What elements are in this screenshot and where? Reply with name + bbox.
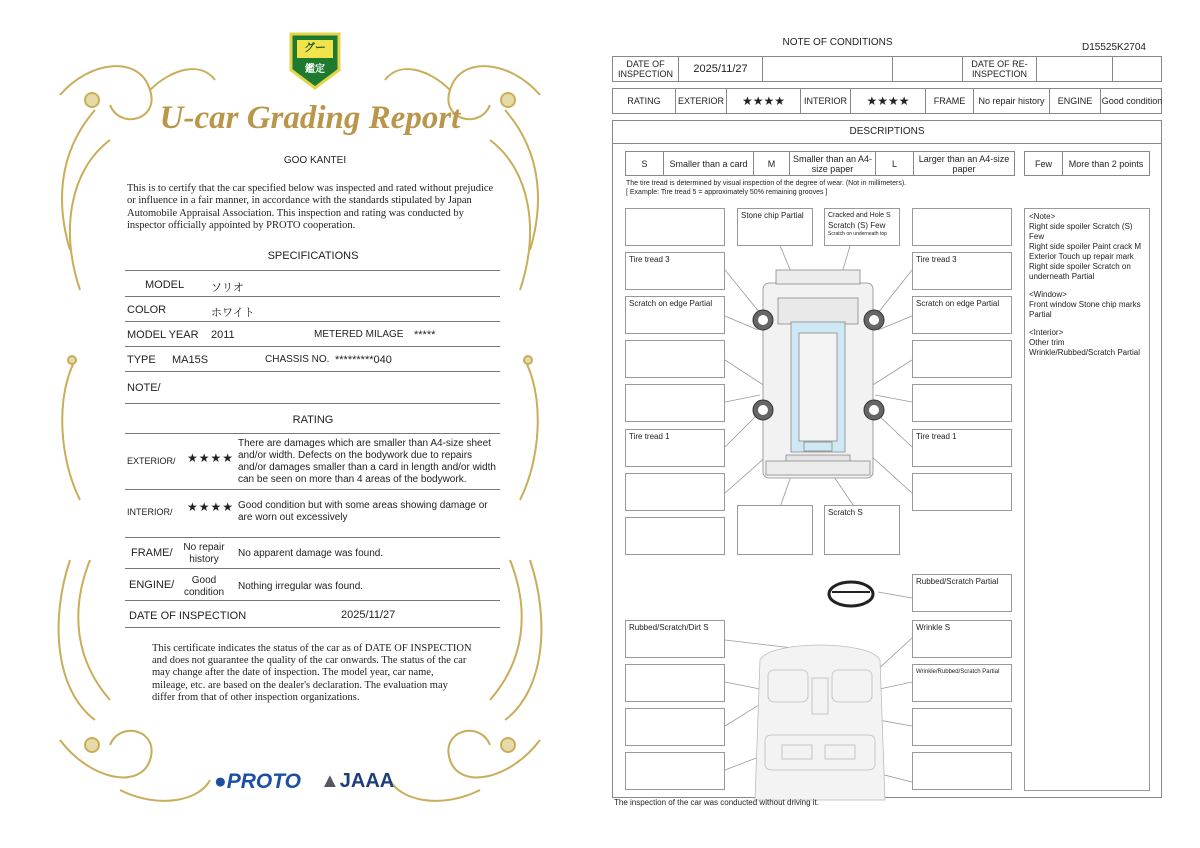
frame-description: No apparent damage was found. [238, 548, 384, 559]
condition-text: Cracked and Hole S [828, 212, 891, 219]
notes-panel [1024, 208, 1150, 791]
divider [125, 371, 500, 372]
type-label: TYPE [127, 354, 156, 366]
mileage-label: METERED MILAGE [314, 329, 404, 340]
color-label: COLOR [127, 304, 167, 316]
condition-text: Tire tread 1 [629, 432, 670, 441]
note-of-conditions-sheet [600, 0, 1200, 848]
condition-text: Tire tread 3 [629, 255, 670, 264]
condition-text: Wrinkle S [916, 623, 951, 632]
condition-box-empty [625, 664, 725, 702]
model-year-value: 2011 [211, 329, 235, 341]
condition-box [912, 620, 1012, 658]
tread-note-1: The tire tread is determined by visual inspection of the degree of wear. (Not in millimeters). [626, 180, 907, 187]
condition-text: Scratch (S) Few [828, 221, 886, 230]
exterior-stars: ★★★★ [187, 451, 235, 465]
legend-text: Smaller than an A4-size paper [790, 152, 876, 175]
condition-box [912, 574, 1012, 612]
report-subtitle: GOO KANTEI [283, 155, 347, 166]
condition-box-empty [625, 708, 725, 746]
condition-box [625, 252, 725, 290]
date-of-inspection-value: 2025/11/27 [341, 609, 396, 621]
condition-box-empty [912, 473, 1012, 511]
condition-text: Scratch on edge Partial [916, 299, 1000, 308]
condition-box-empty [912, 752, 1012, 790]
exterior-description: There are damages which are smaller than A4-size sheet and/or width. Defects on the bodywork due to repairs and/or damages smaller than a card in length and/or width can be seen on more than 4 areas of the bodywork. [238, 438, 496, 485]
car-top-view [763, 270, 873, 478]
divider [125, 346, 500, 347]
divider [125, 537, 500, 538]
rating-label: RATING [613, 89, 676, 113]
condition-box-empty [912, 340, 1012, 378]
certificate-footer: This certificate indicates the status of the car as of DATE OF INSPECTION and does not guarantee the quality of the car onwards. The status of the car may change after the date of inspection. The model year, car name, mileage, etc. are based on the dealer's declaration. The evaluation may differ from that of other inspection organizations. [152, 643, 472, 703]
specifications-heading: SPECIFICATIONS [267, 250, 359, 262]
mileage-value: ***** [414, 329, 436, 341]
divider [125, 321, 500, 322]
condition-box [912, 664, 1012, 702]
condition-box [625, 620, 725, 658]
legend-text: Larger than an A4-size paper [918, 153, 1010, 174]
model-value: ソリオ [211, 282, 244, 294]
model-year-label: MODEL YEAR [127, 329, 199, 341]
interior-stars: ★★★★ [187, 500, 235, 514]
date-of-inspection-value: 2025/11/27 [679, 57, 763, 81]
condition-box [824, 208, 900, 246]
note-line: Right side spoiler Scratch on underneath Partial [1029, 262, 1131, 281]
condition-text: Rubbed/Scratch/Dirt S [629, 623, 709, 632]
legend-code: L [876, 152, 914, 175]
note-line [1029, 282, 1145, 290]
condition-box [737, 208, 813, 246]
condition-box-empty [912, 708, 1012, 746]
condition-box [912, 429, 1012, 467]
condition-subtext: Scratch on underneath top [828, 231, 887, 237]
condition-text: Stone chip Partial [741, 211, 804, 220]
condition-text: Scratch S [828, 508, 863, 517]
divider [125, 600, 500, 601]
engine-description: Nothing irregular was found. [238, 581, 364, 592]
tread-note-2: [ Example: Tire tread 5 = approximately 50% remaining grooves ] [626, 189, 828, 196]
condition-box-empty [912, 208, 1012, 246]
sheet-title: NOTE OF CONDITIONS [782, 37, 893, 48]
legend-code: M [754, 152, 790, 175]
frame-value: No repair history [183, 542, 225, 565]
engine-label: ENGINE [1050, 89, 1101, 113]
divider [125, 296, 500, 297]
engine-label: ENGINE/ [129, 579, 175, 591]
document-id: D15525K2704 [1082, 42, 1146, 53]
frame-value: No repair history [974, 89, 1050, 113]
type-value: MA15S [172, 354, 209, 366]
condition-text: Rubbed/Scratch Partial [916, 577, 999, 586]
condition-box-empty [625, 384, 725, 422]
badge-line2: 鑑定 [305, 64, 325, 75]
exterior-label: EXTERIOR [676, 89, 727, 113]
note-label: NOTE/ [127, 382, 161, 394]
date-of-inspection-label: DATE OF INSPECTION [613, 57, 679, 81]
divider [125, 568, 500, 569]
divider [125, 489, 500, 490]
note-line: Wrinkle/Rubbed/Scratch Partial [1029, 348, 1141, 357]
interior-stars: ★★★★ [851, 89, 926, 113]
condition-text: Scratch on edge Partial [629, 299, 713, 308]
condition-box-empty [625, 208, 725, 246]
divider [125, 270, 500, 271]
car-interior-view [755, 645, 885, 800]
condition-box [912, 296, 1012, 334]
steering-wheel-icon [829, 582, 873, 606]
note-line: <Note> [1029, 212, 1056, 221]
chassis-label: CHASSIS NO. [265, 354, 330, 365]
jaaa-logo-text: JAAA [339, 770, 395, 792]
note-line: <Window> [1029, 290, 1067, 299]
note-line: <Interior> [1029, 328, 1064, 337]
report-title: U-car Grading Report [159, 100, 461, 136]
condition-text: Wrinkle/Rubbed/Scratch Partial [916, 669, 1000, 675]
proto-icon: ● [214, 770, 227, 793]
jaaa-logo [320, 770, 394, 793]
condition-box-empty [625, 517, 725, 555]
proto-logo-text: PROTO [226, 770, 301, 793]
divider [125, 433, 500, 434]
condition-box [824, 505, 900, 555]
interior-label: INTERIOR [801, 89, 851, 113]
note-line [1029, 320, 1145, 328]
jaaa-icon: ▲ [320, 770, 340, 792]
divider [125, 627, 500, 628]
engine-value: Good condition [183, 575, 225, 598]
sheet-footer: The inspection of the car was conducted without driving it. [614, 798, 819, 807]
condition-box-empty [625, 752, 725, 790]
rating-heading: RATING [292, 414, 334, 426]
condition-box-empty [625, 473, 725, 511]
condition-box-empty [625, 340, 725, 378]
few-text: More than 2 points [1068, 158, 1144, 169]
condition-box [625, 429, 725, 467]
model-label: MODEL [145, 279, 185, 291]
condition-text: Tire tread 3 [916, 255, 957, 264]
condition-box-empty [737, 505, 813, 555]
exterior-stars: ★★★★ [727, 89, 801, 113]
descriptions-heading: DESCRIPTIONS [612, 120, 1162, 144]
condition-box [912, 252, 1012, 290]
color-value: ホワイト [211, 307, 255, 319]
note-line: Front window Stone chip marks Partial [1029, 300, 1141, 319]
chassis-value: *********040 [335, 354, 392, 366]
date-of-inspection-label: DATE OF INSPECTION [129, 610, 247, 622]
interior-label: INTERIOR/ [127, 507, 173, 517]
divider [125, 403, 500, 404]
few-label: Few [1025, 152, 1063, 175]
frame-label: FRAME [926, 89, 974, 113]
note-line: Other trim [1029, 338, 1065, 347]
interior-description: Good condition but with some areas showing damage or are worn out excessively [238, 500, 488, 523]
legend-code: S [626, 152, 664, 175]
note-line: Right side spoiler Paint crack M [1029, 242, 1142, 251]
condition-text: Tire tread 1 [916, 432, 957, 441]
legend-text: Smaller than a card [664, 152, 754, 175]
proto-logo [214, 770, 301, 794]
condition-box-empty [912, 384, 1012, 422]
badge-line1: グー [304, 42, 326, 54]
frame-label: FRAME/ [131, 547, 173, 559]
engine-value: Good condition [1101, 96, 1163, 106]
note-line: Exterior Touch up repair mark [1029, 252, 1134, 261]
date-of-reinspection-label: DATE OF RE-INSPECTION [963, 57, 1037, 81]
condition-box [625, 296, 725, 334]
exterior-label: EXTERIOR/ [127, 456, 176, 466]
certificate-intro: This is to certify that the car specified below was inspected and rated without prejudice or influence in a fair manner, in accordance with the standards stipulated by Japan Automobile Appraisal Association. This inspection and rating was conducted by inspector officially appointed by PROTO cooperation. [127, 183, 494, 232]
note-line: Right side spoiler Scratch (S) Few [1029, 222, 1133, 241]
